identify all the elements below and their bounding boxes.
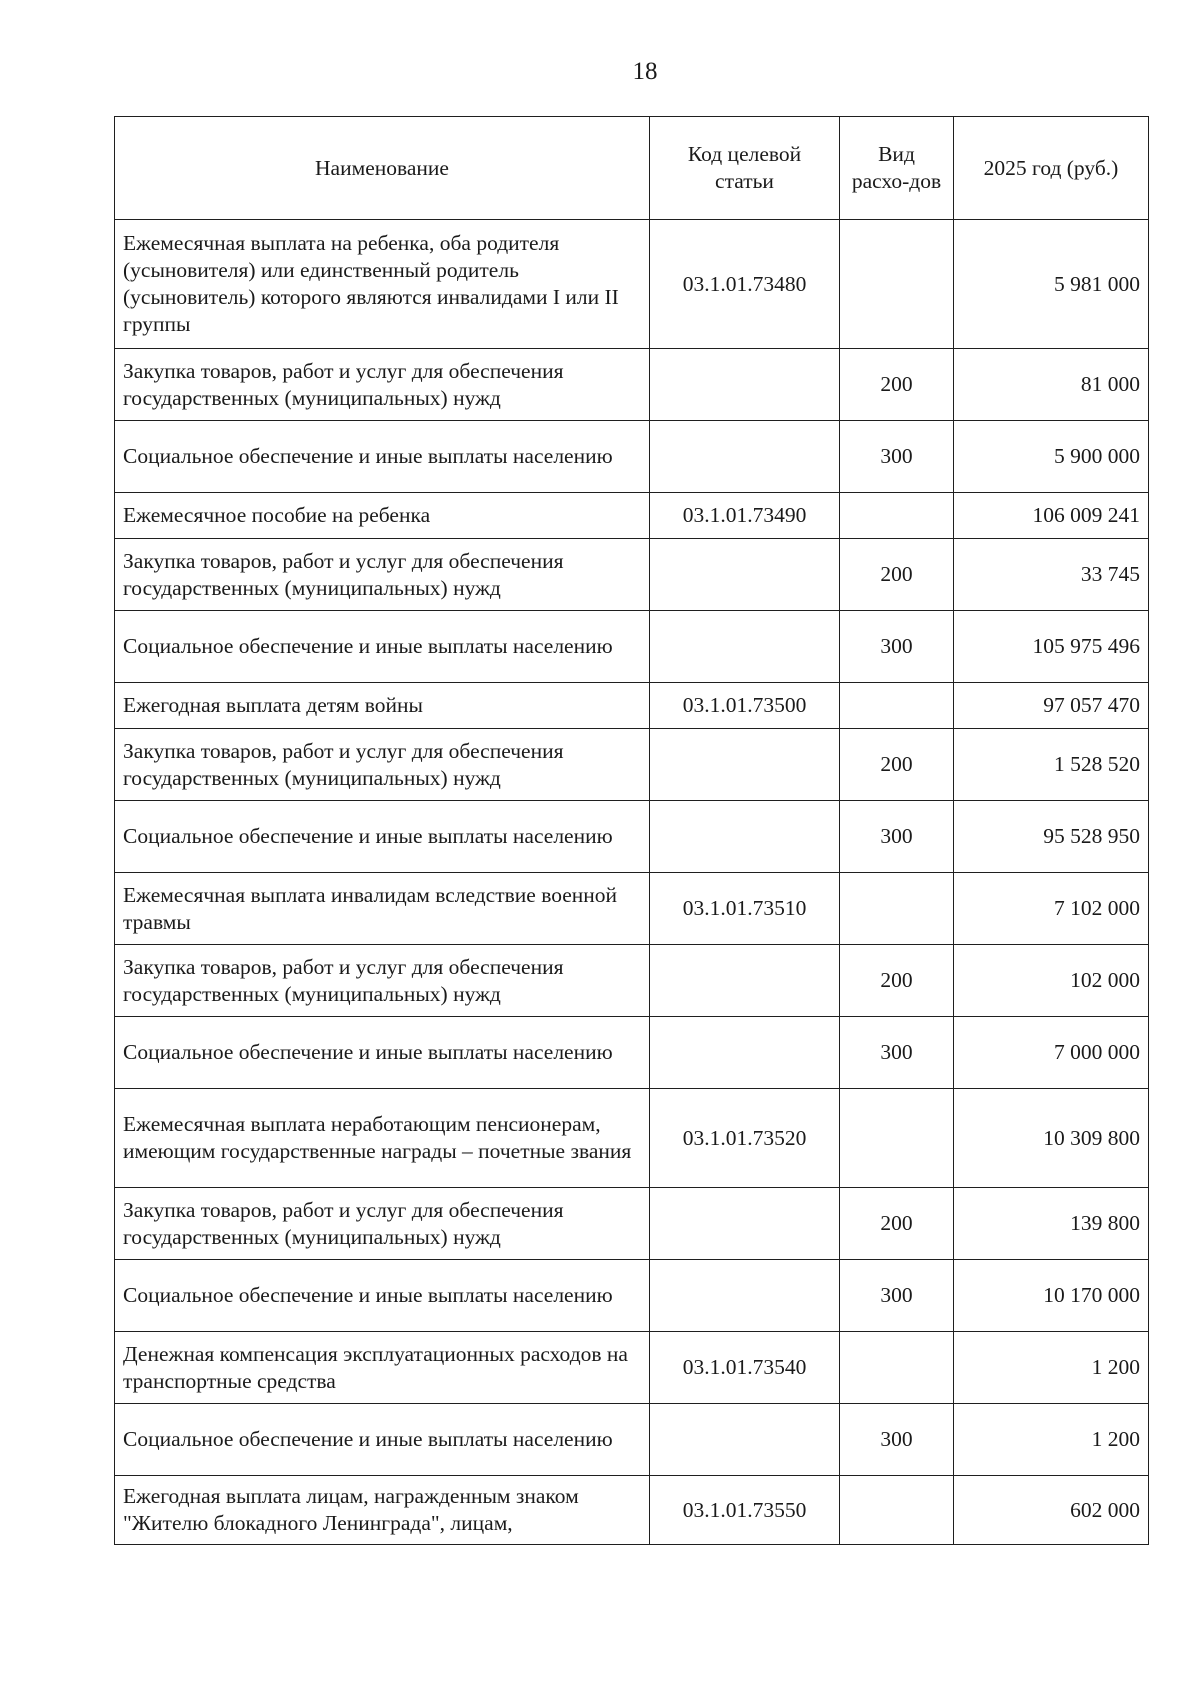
- row-type: 300: [840, 421, 954, 493]
- row-code: 03.1.01.73490: [650, 493, 840, 539]
- table-row: [115, 1089, 1149, 1188]
- row-code: [650, 801, 840, 873]
- row-amount: 97 057 470: [954, 683, 1149, 729]
- table-row: [115, 421, 1149, 493]
- row-type: [840, 1089, 954, 1188]
- row-type: 200: [840, 539, 954, 611]
- row-type: 300: [840, 1260, 954, 1332]
- row-type: 200: [840, 1188, 954, 1260]
- table-row: [115, 493, 1149, 539]
- table-row: [115, 220, 1149, 349]
- row-name: Социальное обеспечение и иные выплаты населению: [115, 1404, 650, 1476]
- row-code: 03.1.01.73510: [650, 873, 840, 945]
- table-header-row: [115, 117, 1149, 220]
- row-name: Закупка товаров, работ и услуг для обеспечения государственных (муниципальных) нужд: [115, 349, 650, 421]
- table-row: [115, 1404, 1149, 1476]
- row-code: [650, 421, 840, 493]
- row-name: Социальное обеспечение и иные выплаты населению: [115, 1017, 650, 1089]
- row-name: Социальное обеспечение и иные выплаты населению: [115, 611, 650, 683]
- row-amount: 81 000: [954, 349, 1149, 421]
- row-code: 03.1.01.73500: [650, 683, 840, 729]
- row-name: Закупка товаров, работ и услуг для обеспечения государственных (муниципальных) нужд: [115, 539, 650, 611]
- row-type: 300: [840, 1404, 954, 1476]
- row-name: Ежегодная выплата детям войны: [115, 683, 650, 729]
- table-row: [115, 1017, 1149, 1089]
- row-code: 03.1.01.73480: [650, 220, 840, 349]
- row-amount: 602 000: [954, 1476, 1149, 1545]
- table-row: [115, 683, 1149, 729]
- table-row: [115, 1188, 1149, 1260]
- row-amount: 7 102 000: [954, 873, 1149, 945]
- row-amount: 33 745: [954, 539, 1149, 611]
- row-amount: 102 000: [954, 945, 1149, 1017]
- row-type: [840, 1476, 954, 1545]
- row-type: [840, 493, 954, 539]
- row-name: Денежная компенсация эксплуатационных расходов на транспортные средства: [115, 1332, 650, 1404]
- row-type: 300: [840, 801, 954, 873]
- row-code: 03.1.01.73550: [650, 1476, 840, 1545]
- row-name: Ежегодная выплата лицам, награжденным знаком "Жителю блокадного Ленинграда", лицам,: [115, 1476, 650, 1545]
- table-row: [115, 1260, 1149, 1332]
- header-type: Вид расхо-дов: [840, 117, 954, 220]
- table-row: [115, 1476, 1149, 1545]
- row-amount: 7 000 000: [954, 1017, 1149, 1089]
- row-code: [650, 611, 840, 683]
- row-name: Социальное обеспечение и иные выплаты населению: [115, 801, 650, 873]
- row-type: 300: [840, 611, 954, 683]
- row-name: Ежемесячное пособие на ребенка: [115, 493, 650, 539]
- table-row: [115, 945, 1149, 1017]
- page-number: 18: [632, 58, 658, 85]
- row-name: Закупка товаров, работ и услуг для обеспечения государственных (муниципальных) нужд: [115, 945, 650, 1017]
- row-type: 300: [840, 1017, 954, 1089]
- row-amount: 1 200: [954, 1332, 1149, 1404]
- row-type: 200: [840, 349, 954, 421]
- header-code: Код целевой статьи: [650, 117, 840, 220]
- header-name: Наименование: [115, 117, 650, 220]
- row-amount: 1 528 520: [954, 729, 1149, 801]
- row-code: 03.1.01.73540: [650, 1332, 840, 1404]
- row-amount: 139 800: [954, 1188, 1149, 1260]
- row-type: [840, 873, 954, 945]
- row-name: Социальное обеспечение и иные выплаты населению: [115, 1260, 650, 1332]
- table-row: [115, 1332, 1149, 1404]
- row-amount: 106 009 241: [954, 493, 1149, 539]
- row-name: Закупка товаров, работ и услуг для обеспечения государственных (муниципальных) нужд: [115, 1188, 650, 1260]
- row-name: Ежемесячная выплата на ребенка, оба родителя (усыновителя) или единственный родитель (усыновитель) которого являются инвалидами I или II группы: [115, 220, 650, 349]
- row-code: [650, 729, 840, 801]
- table-row: [115, 873, 1149, 945]
- row-code: 03.1.01.73520: [650, 1089, 840, 1188]
- row-type: [840, 683, 954, 729]
- header-amount: 2025 год (руб.): [954, 117, 1149, 220]
- row-name: Ежемесячная выплата неработающим пенсионерам, имеющим государственные награды – почетные звания: [115, 1089, 650, 1188]
- row-amount: 10 309 800: [954, 1089, 1149, 1188]
- table-row: [115, 349, 1149, 421]
- table-row: [115, 539, 1149, 611]
- row-code: [650, 1260, 840, 1332]
- row-amount: 95 528 950: [954, 801, 1149, 873]
- table-row: [115, 611, 1149, 683]
- table-row: [115, 801, 1149, 873]
- row-amount: 1 200: [954, 1404, 1149, 1476]
- budget-table: [114, 116, 1149, 1545]
- row-type: 200: [840, 729, 954, 801]
- row-type: [840, 220, 954, 349]
- row-code: [650, 539, 840, 611]
- row-code: [650, 1017, 840, 1089]
- table-row: [115, 729, 1149, 801]
- row-amount: 105 975 496: [954, 611, 1149, 683]
- row-amount: 5 981 000: [954, 220, 1149, 349]
- row-name: Закупка товаров, работ и услуг для обеспечения государственных (муниципальных) нужд: [115, 729, 650, 801]
- row-amount: 5 900 000: [954, 421, 1149, 493]
- row-code: [650, 349, 840, 421]
- row-type: [840, 1332, 954, 1404]
- row-code: [650, 945, 840, 1017]
- row-name: Социальное обеспечение и иные выплаты населению: [115, 421, 650, 493]
- row-amount: 10 170 000: [954, 1260, 1149, 1332]
- row-code: [650, 1188, 840, 1260]
- row-name: Ежемесячная выплата инвалидам вследствие военной травмы: [115, 873, 650, 945]
- row-code: [650, 1404, 840, 1476]
- row-type: 200: [840, 945, 954, 1017]
